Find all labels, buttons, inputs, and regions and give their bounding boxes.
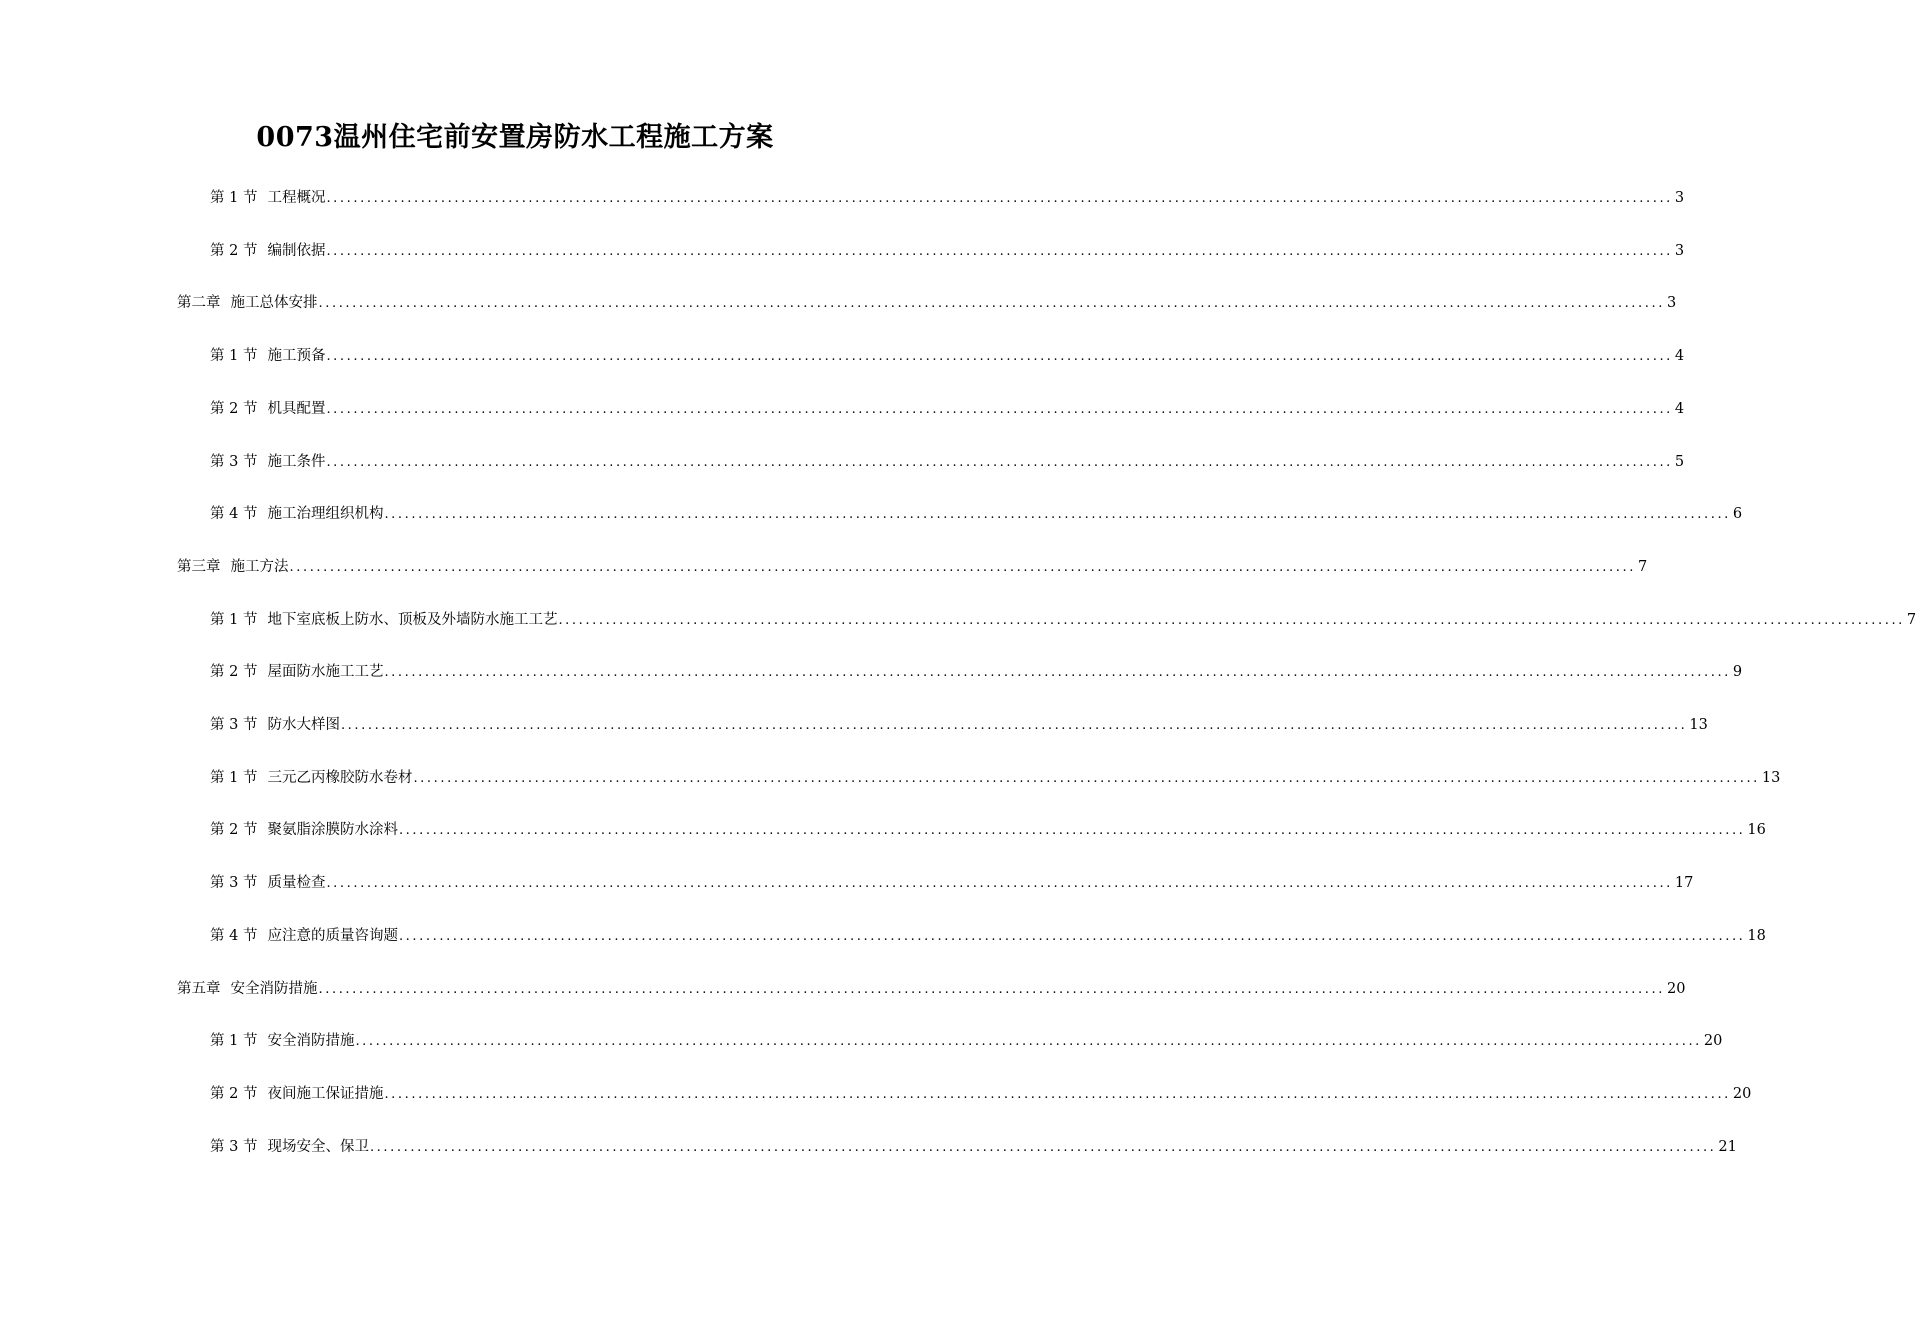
toc-dot-leader: ........................................................................................................................................................................................................ bbox=[558, 612, 1905, 628]
toc-entry-title: 三元乙丙橡胶防水卷材 bbox=[267, 769, 413, 786]
toc-section-entry[interactable] bbox=[210, 818, 1766, 842]
toc-page-number: 7 bbox=[1906, 611, 1916, 628]
toc-page-number: 3 bbox=[1674, 242, 1685, 259]
toc-entry-title: 防水大样图 bbox=[267, 717, 340, 733]
toc-section-entry[interactable] bbox=[210, 924, 1766, 948]
toc-dot-leader: ........................................................................................................................................................................................................ bbox=[326, 243, 1673, 259]
toc-entry-number: 第三章 bbox=[177, 558, 221, 575]
toc-dot-leader: ........................................................................................................................................................................................................ bbox=[318, 981, 1665, 997]
toc-dot-leader: ........................................................................................................................................................................................................ bbox=[289, 559, 1636, 575]
toc-entry-number: 第 1 节 bbox=[210, 769, 258, 786]
toc-dot-leader: ........................................................................................................................................................................................................ bbox=[318, 296, 1665, 312]
toc-section-entry[interactable] bbox=[210, 1029, 1723, 1053]
toc-entry-title: 质量检查 bbox=[267, 875, 326, 892]
toc-section-entry[interactable] bbox=[210, 766, 1781, 790]
toc-section-entry[interactable] bbox=[210, 450, 1685, 474]
toc-dot-leader: ........................................................................................................................................................................................................ bbox=[398, 928, 1746, 944]
toc-page-number: 17 bbox=[1674, 875, 1694, 892]
toc-section-entry[interactable] bbox=[210, 1135, 1737, 1159]
toc-chapter-entry[interactable] bbox=[177, 555, 1648, 579]
toc-section-entry[interactable] bbox=[210, 502, 1743, 526]
toc-dot-leader: ........................................................................................................................................................................................................ bbox=[340, 718, 1688, 733]
toc-entry-number: 第五章 bbox=[177, 980, 221, 997]
toc-dot-leader: ........................................................................................................................................................................................................ bbox=[369, 1139, 1717, 1155]
toc-entry-number: 第 1 节 bbox=[210, 348, 258, 365]
toc-entry-number: 第 3 节 bbox=[210, 875, 258, 892]
document-title: 0073温州住宅前安置房防水工程施工方案 bbox=[256, 122, 774, 153]
toc-entry-title: 地下室底板上防水、顶板及外墙防水施工工艺 bbox=[267, 611, 558, 628]
toc-entry-title: 施工总体安排 bbox=[230, 295, 318, 312]
toc-entry-number: 第 1 节 bbox=[210, 190, 258, 206]
toc-page-number: 9 bbox=[1732, 664, 1743, 681]
toc-section-entry[interactable] bbox=[210, 397, 1685, 421]
toc-entry-number: 第 2 节 bbox=[210, 822, 258, 839]
toc-entry-title: 施工条件 bbox=[267, 453, 326, 470]
toc-entry-number: 第 4 节 bbox=[210, 506, 258, 523]
toc-dot-leader: ........................................................................................................................................................................................................ bbox=[355, 1034, 1702, 1050]
toc-page-number: 4 bbox=[1674, 400, 1685, 417]
toc-entry-number: 第 1 节 bbox=[210, 1033, 258, 1050]
toc-section-entry[interactable] bbox=[210, 239, 1685, 263]
toc-page-number: 13 bbox=[1689, 717, 1708, 733]
toc-chapter-entry[interactable] bbox=[177, 291, 1677, 315]
toc-page-number: 20 bbox=[1666, 980, 1686, 997]
toc-dot-leader: ........................................................................................................................................................................................................ bbox=[326, 349, 1673, 365]
toc-page-number: 20 bbox=[1703, 1033, 1723, 1050]
toc-dot-leader: ........................................................................................................................................................................................................ bbox=[326, 191, 1673, 206]
toc-page-number: 6 bbox=[1732, 506, 1743, 523]
toc-entry-number: 第 2 节 bbox=[210, 400, 258, 417]
toc-entry-title: 工程概况 bbox=[267, 190, 326, 206]
toc-chapter-entry[interactable] bbox=[177, 977, 1686, 1001]
toc-entry-title: 施工治理组织机构 bbox=[267, 506, 384, 523]
toc-section-entry[interactable] bbox=[210, 660, 1743, 684]
toc-entry-number: 第 3 节 bbox=[210, 453, 258, 470]
toc-entry-title: 现场安全、保卫 bbox=[267, 1138, 369, 1155]
toc-page-number: 16 bbox=[1747, 822, 1766, 839]
toc-entry-number: 第 3 节 bbox=[210, 1138, 258, 1155]
toc-dot-leader: ........................................................................................................................................................................................................ bbox=[413, 770, 1760, 786]
toc-page-number: 3 bbox=[1666, 295, 1677, 312]
toc-entry-number: 第 4 节 bbox=[210, 927, 258, 944]
toc-page-number: 21 bbox=[1718, 1138, 1737, 1155]
toc-page-number: 5 bbox=[1674, 453, 1685, 470]
toc-page-number: 18 bbox=[1747, 927, 1766, 944]
toc-entry-title: 夜间施工保证措施 bbox=[267, 1085, 384, 1102]
toc-dot-leader: ........................................................................................................................................................................................................ bbox=[326, 876, 1673, 892]
toc-dot-leader: ........................................................................................................................................................................................................ bbox=[326, 454, 1673, 470]
toc-entry-number: 第 1 节 bbox=[210, 611, 258, 628]
toc-entry-title: 安全消防措施 bbox=[230, 980, 318, 997]
toc-section-entry[interactable] bbox=[210, 871, 1694, 895]
toc-page-number: 4 bbox=[1674, 348, 1685, 365]
toc-section-entry[interactable] bbox=[210, 608, 1916, 632]
toc-dot-leader: ........................................................................................................................................................................................................ bbox=[384, 507, 1731, 523]
toc-dot-leader: ........................................................................................................................................................................................................ bbox=[326, 401, 1673, 417]
toc-entry-number: 第 2 节 bbox=[210, 242, 258, 259]
toc-section-entry[interactable] bbox=[210, 186, 1685, 210]
toc-dot-leader: ........................................................................................................................................................................................................ bbox=[398, 823, 1746, 839]
toc-entry-title: 施工预备 bbox=[267, 348, 326, 365]
toc-entry-title: 安全消防措施 bbox=[267, 1033, 355, 1050]
toc-dot-leader: ........................................................................................................................................................................................................ bbox=[384, 665, 1731, 681]
toc-section-entry[interactable] bbox=[210, 1082, 1752, 1106]
toc-entry-number: 第 2 节 bbox=[210, 664, 258, 681]
toc-entry-title: 屋面防水施工工艺 bbox=[267, 664, 384, 681]
toc-entry-title: 聚氨脂涂膜防水涂料 bbox=[267, 822, 398, 839]
toc-page-number: 20 bbox=[1732, 1085, 1752, 1102]
toc-entry-number: 第 2 节 bbox=[210, 1085, 258, 1102]
toc-page-number: 7 bbox=[1637, 558, 1648, 575]
toc-section-entry[interactable] bbox=[210, 344, 1685, 368]
toc-entry-number: 第 3 节 bbox=[210, 717, 258, 733]
toc-section-entry[interactable] bbox=[210, 713, 1708, 737]
toc-page-number: 3 bbox=[1674, 190, 1685, 206]
toc-entry-title: 应注意的质量咨询题 bbox=[267, 927, 398, 944]
toc-entry-title: 机具配置 bbox=[267, 400, 326, 417]
toc-entry-number: 第二章 bbox=[177, 295, 221, 312]
toc-entry-title: 编制依据 bbox=[267, 242, 326, 259]
toc-entry-title: 施工方法 bbox=[230, 558, 289, 575]
toc-dot-leader: ........................................................................................................................................................................................................ bbox=[384, 1086, 1731, 1102]
toc-page-number: 13 bbox=[1761, 769, 1781, 786]
